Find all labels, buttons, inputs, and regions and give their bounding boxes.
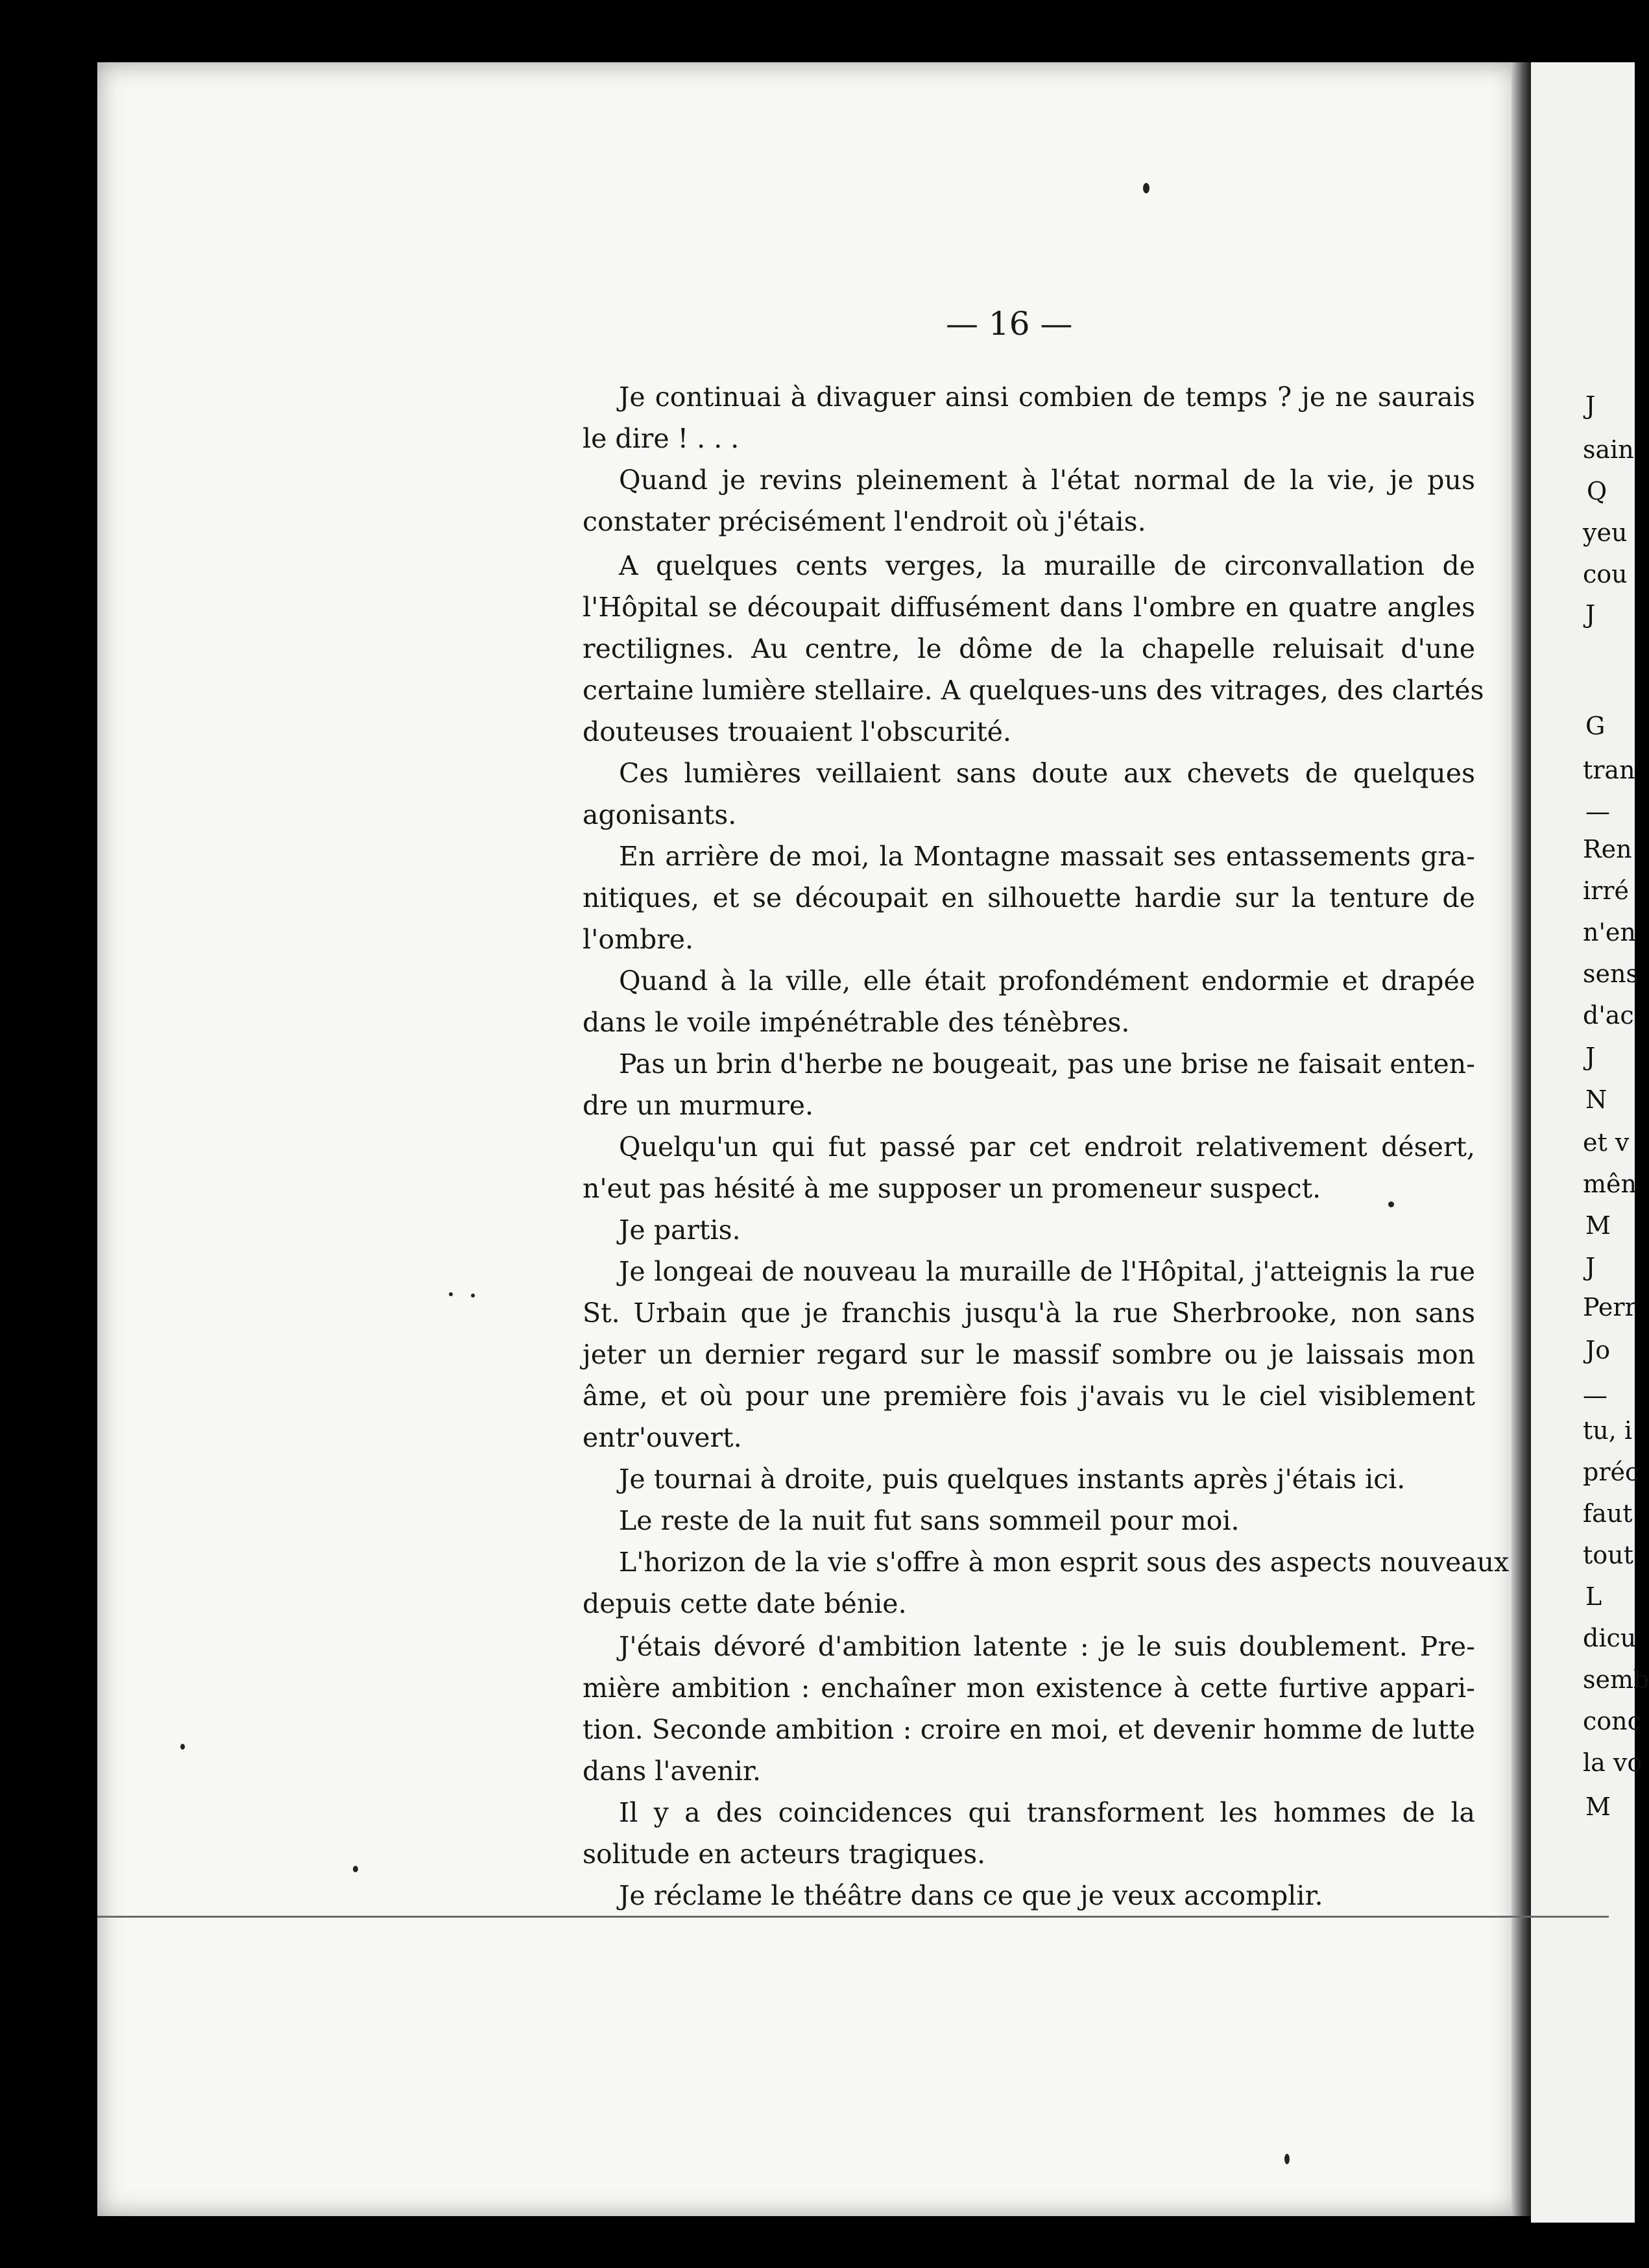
fragment: dicu bbox=[1583, 1624, 1637, 1652]
fragment: N bbox=[1585, 1085, 1607, 1114]
fragment: et v bbox=[1583, 1128, 1630, 1157]
fragment: J bbox=[1585, 1253, 1596, 1281]
page-number: — 16 — bbox=[946, 305, 1073, 343]
ink-speck bbox=[1284, 2154, 1290, 2164]
fragment: sens bbox=[1583, 959, 1639, 988]
text-line: dans l'avenir. bbox=[583, 1755, 762, 1787]
fragment: Perr bbox=[1583, 1293, 1637, 1321]
text-line: Je partis. bbox=[619, 1214, 741, 1246]
adjacent-page-fragment bbox=[1531, 62, 1649, 2223]
fragment: tout bbox=[1583, 1541, 1633, 1569]
ink-speck bbox=[1143, 183, 1149, 193]
text-line: solitude en acteurs tragiques. bbox=[583, 1839, 986, 1870]
fragment: d'ac bbox=[1583, 1001, 1634, 1030]
text-line: certaine lumière stellaire. A quelques-uns des vitrages, des clartés bbox=[583, 675, 1484, 706]
page-fold-line bbox=[97, 1916, 1609, 1918]
fragment: Q bbox=[1587, 477, 1607, 505]
fragment: irré bbox=[1583, 876, 1629, 905]
text-line: dans le voile impénétrable des ténèbres. bbox=[583, 1007, 1130, 1038]
fragment: M bbox=[1585, 1211, 1611, 1240]
text-line: le dire ! . . . bbox=[583, 423, 740, 454]
text-line: nitiques, et se découpait en silhouette hardie sur la tenture de bbox=[583, 882, 1475, 913]
text-line: Quand à la ville, elle était profondément endormie et drapée bbox=[619, 965, 1475, 996]
text-line: Je longeai de nouveau la muraille de l'Hôpital, j'atteignis la rue bbox=[619, 1256, 1475, 1287]
text-line: tion. Seconde ambition : croire en moi, et devenir homme de lutte bbox=[583, 1714, 1475, 1745]
text-line: Je continuai à divaguer ainsi combien de temps ? je ne saurais bbox=[619, 381, 1475, 413]
fragment: tu, i bbox=[1583, 1416, 1633, 1445]
text-line: St. Urbain que je franchis jusqu'à la rue Sherbrooke, non sans bbox=[583, 1297, 1475, 1329]
text-line: l'ombre. bbox=[583, 924, 694, 955]
ink-speck bbox=[180, 1744, 185, 1750]
text-line: En arrière de moi, la Montagne massait ses entassements gra- bbox=[619, 841, 1475, 872]
text-line: depuis cette date bénie. bbox=[583, 1588, 907, 1619]
text-line: Quelqu'un qui fut passé par cet endroit relativement désert, bbox=[619, 1131, 1475, 1163]
ink-speck bbox=[471, 1294, 475, 1297]
ink-speck bbox=[449, 1292, 453, 1296]
fragment: semb bbox=[1583, 1665, 1649, 1694]
text-line: Le reste de la nuit fut sans sommeil pour moi. bbox=[619, 1505, 1240, 1536]
fragment: — bbox=[1583, 1381, 1607, 1410]
text-line: jeter un dernier regard sur le massif sombre ou je laissais mon bbox=[583, 1339, 1475, 1370]
text-line: Ces lumières veillaient sans doute aux chevets de quelques bbox=[619, 758, 1475, 789]
text-line: A quelques cents verges, la muraille de circonvallation de bbox=[619, 550, 1475, 581]
fragment: mên bbox=[1583, 1170, 1637, 1198]
text-line: l'Hôpital se découpait diffusément dans l'ombre en quatre angles bbox=[583, 592, 1475, 623]
fragment: L bbox=[1585, 1582, 1602, 1611]
fragment: cou bbox=[1583, 560, 1628, 588]
text-line: agonisants. bbox=[583, 799, 737, 830]
text-line: rectilignes. Au centre, le dôme de la chapelle reluisait d'une bbox=[583, 633, 1475, 664]
fragment: J bbox=[1585, 600, 1596, 629]
fragment: G bbox=[1585, 712, 1606, 740]
fragment: n'en bbox=[1583, 918, 1636, 947]
fragment: J bbox=[1585, 1043, 1596, 1071]
text-line: dre un murmure. bbox=[583, 1090, 814, 1121]
fragment: — bbox=[1585, 797, 1610, 826]
text-line: Quand je revins pleinement à l'état normal de la vie, je pus bbox=[619, 464, 1475, 496]
fragment: sain bbox=[1583, 435, 1634, 464]
fragment: préc bbox=[1583, 1458, 1639, 1486]
fragment: tran bbox=[1583, 756, 1635, 784]
text-line: constater précisément l'endroit où j'étais. bbox=[583, 506, 1146, 537]
text-line: douteuses trouaient l'obscurité. bbox=[583, 716, 1011, 747]
ink-speck bbox=[1388, 1201, 1394, 1207]
text-line: J'étais dévoré d'ambition latente : je le suis doublement. Pre- bbox=[619, 1631, 1475, 1662]
page-gutter-shadow bbox=[1511, 62, 1531, 2216]
text-line: Il y a des coincidences qui transforment les hommes de la bbox=[619, 1797, 1475, 1828]
text-line: L'horizon de la vie s'offre à mon esprit sous des aspects nouveaux bbox=[619, 1547, 1510, 1578]
text-line: Je réclame le théâtre dans ce que je veux accomplir. bbox=[619, 1880, 1323, 1911]
fragment: faut bbox=[1583, 1499, 1633, 1528]
fragment: conc bbox=[1583, 1707, 1641, 1735]
fragment: la vo bbox=[1583, 1748, 1643, 1777]
scan-border bbox=[0, 0, 1635, 62]
fragment: Ren bbox=[1583, 835, 1632, 863]
fragment: yeu bbox=[1583, 518, 1628, 547]
text-line: âme, et où pour une première fois j'avais vu le ciel visiblement bbox=[583, 1381, 1475, 1412]
text-line: Pas un brin d'herbe ne bougeait, pas une brise ne faisait enten- bbox=[619, 1048, 1475, 1080]
text-line: n'eut pas hésité à me supposer un promeneur suspect. bbox=[583, 1173, 1321, 1204]
fragment: M bbox=[1585, 1792, 1611, 1821]
fragment: J bbox=[1585, 391, 1596, 420]
text-line: mière ambition : enchaîner mon existence à cette furtive appari- bbox=[583, 1672, 1475, 1704]
ink-speck bbox=[353, 1866, 358, 1872]
fragment: Jo bbox=[1585, 1336, 1611, 1364]
text-line: Je tournai à droite, puis quelques instants après j'étais ici. bbox=[619, 1464, 1406, 1495]
text-line: entr'ouvert. bbox=[583, 1422, 742, 1453]
